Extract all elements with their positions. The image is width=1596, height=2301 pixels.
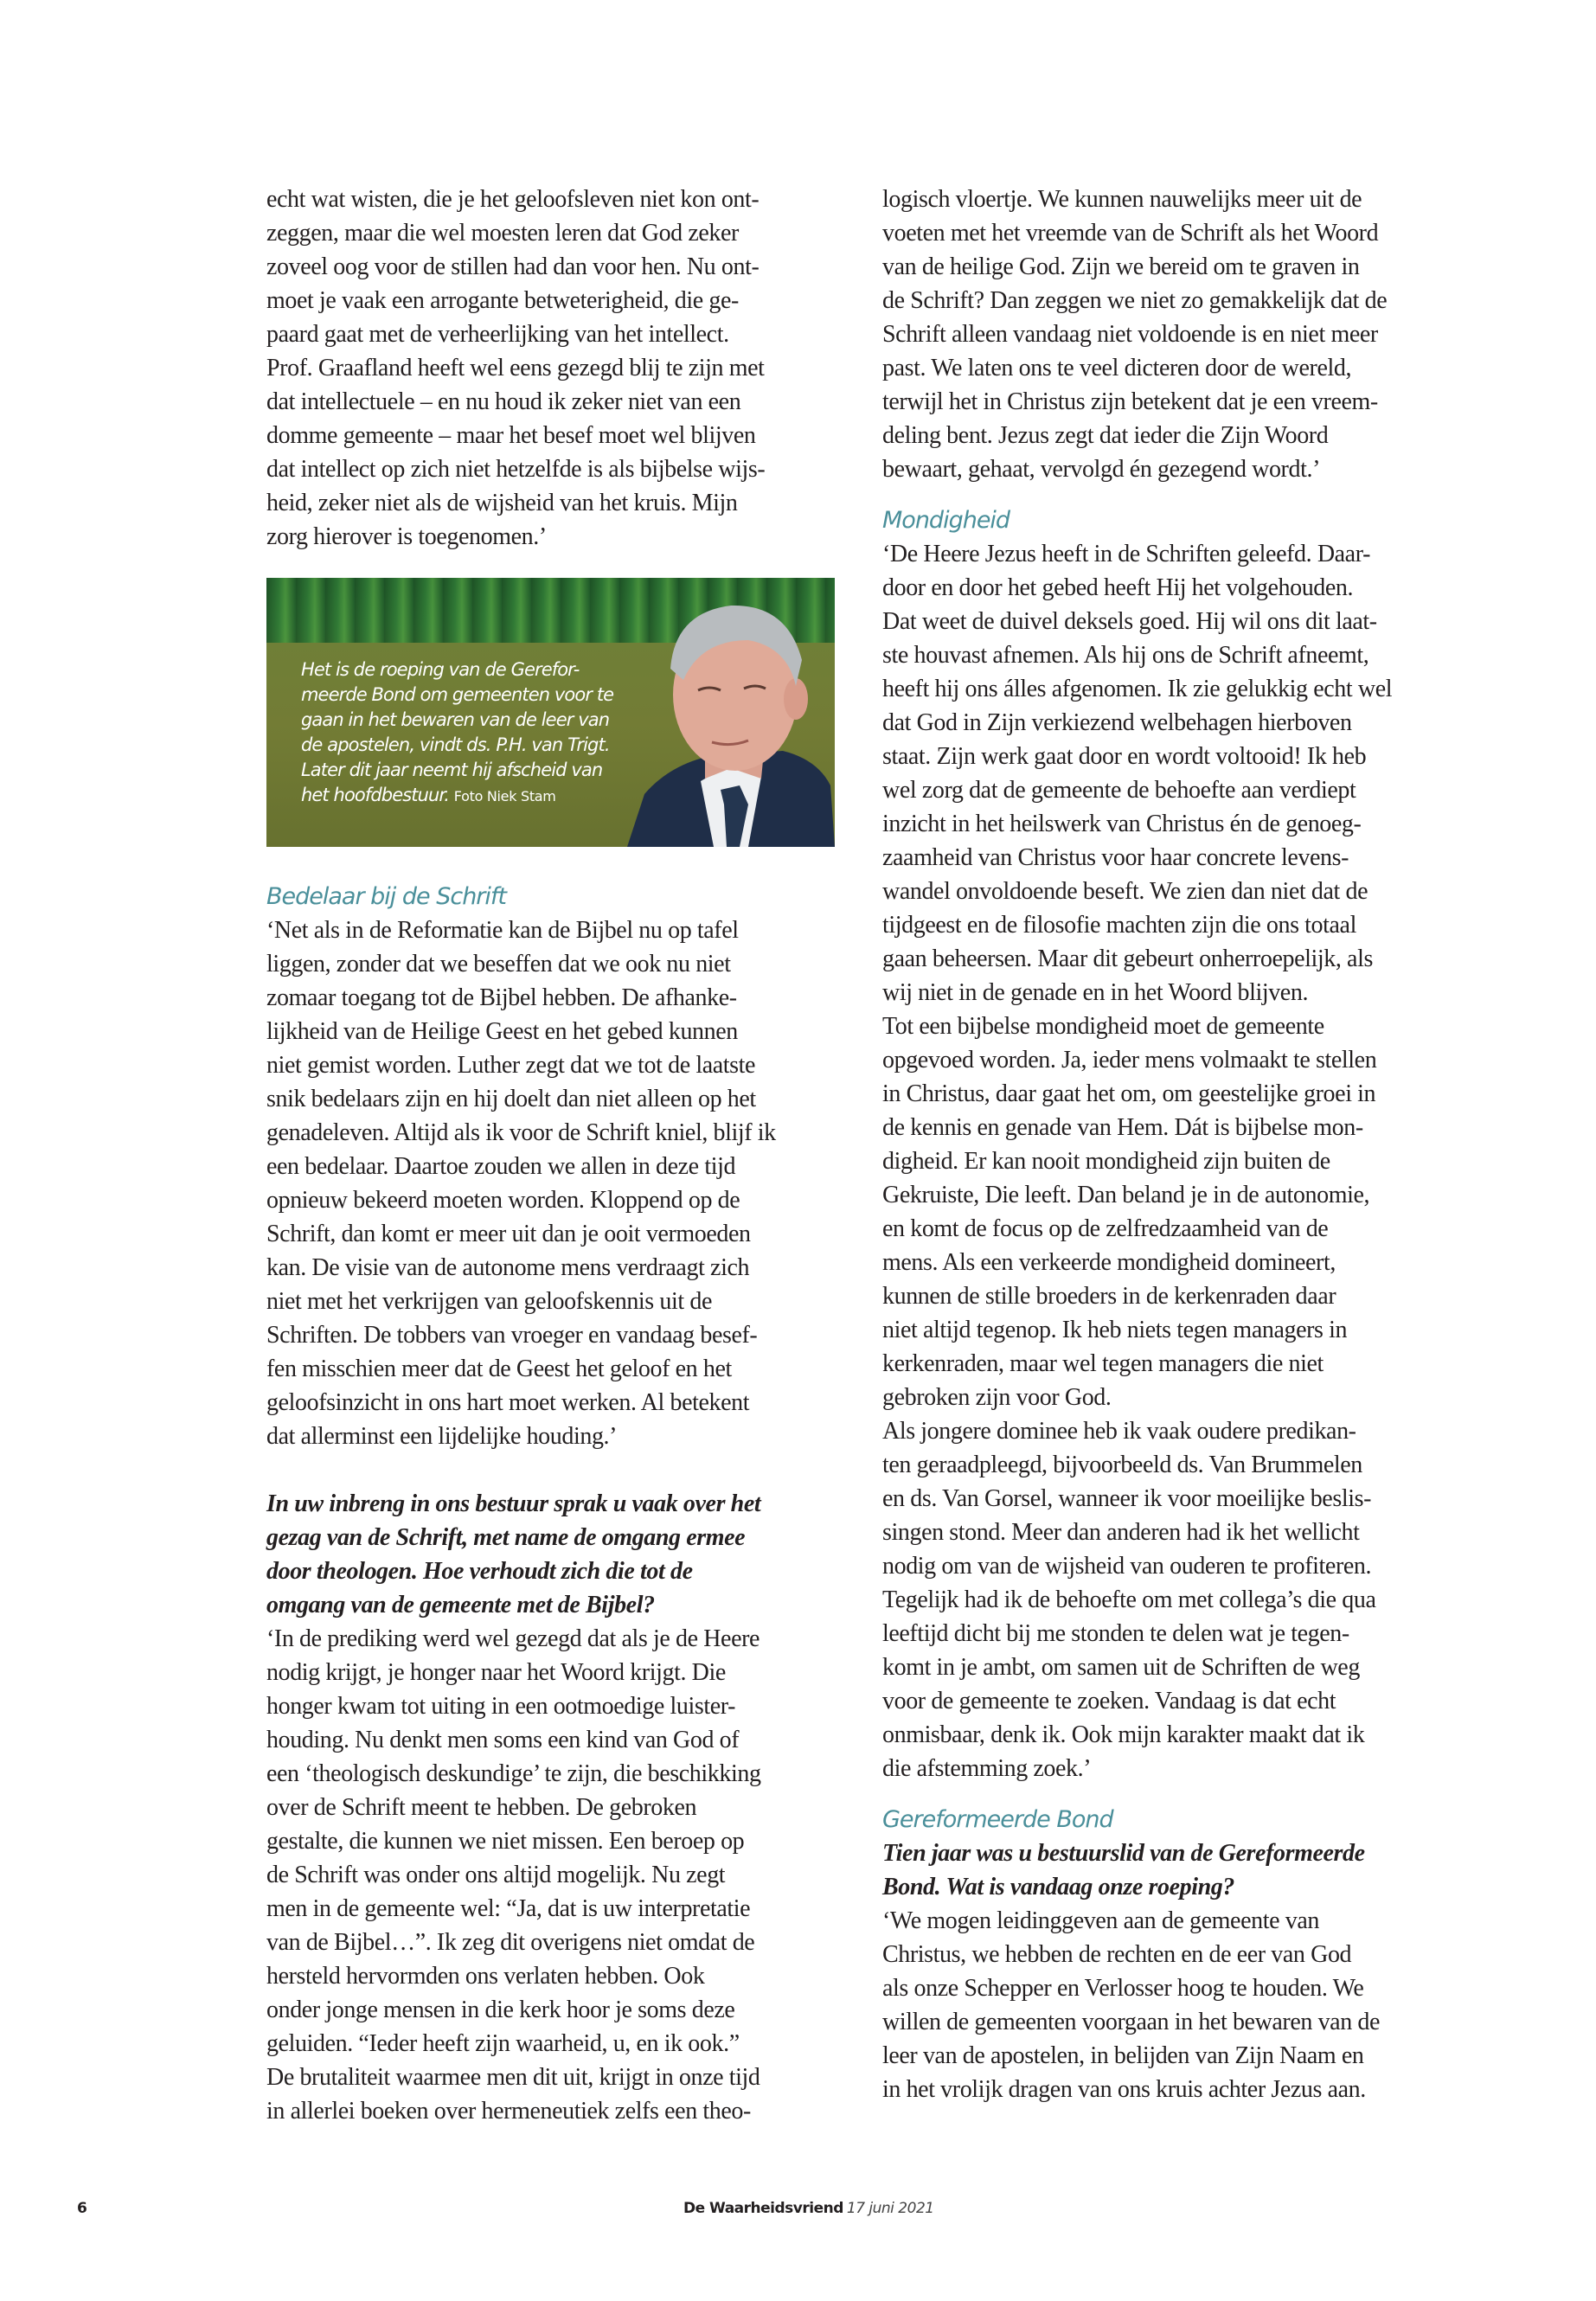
section-heading-mondigheid: Mondigheid xyxy=(882,507,1010,534)
text-line: opgevoed worden. Ja, ieder mens volmaakt te stellen xyxy=(882,1047,1377,1074)
text-line: als onze Schepper en Verlosser hoog te houden. We xyxy=(882,1975,1364,2002)
answer1-paragraph xyxy=(266,1622,837,2128)
text-line: zorg hierover is toegenomen.’ xyxy=(266,523,547,550)
text-line: opnieuw bekeerd moeten worden. Kloppend op de xyxy=(266,1187,740,1214)
text-line: men in de gemeente wel: “Ja, dat is uw interpretatie xyxy=(266,1895,751,1922)
text-line: ‘De Heere Jezus heeft in de Schriften geleefd. Daar- xyxy=(882,541,1371,567)
footer-publication xyxy=(683,2200,934,2217)
text-line: willen de gemeenten voorgaan in het bewaren van de xyxy=(882,2009,1381,2035)
intro-paragraph xyxy=(266,183,837,554)
text-line: singen stond. Meer dan anderen had ik het wellicht xyxy=(882,1519,1360,1546)
text-line: lijkheid van de Heilige Geest en het gebed kunnen xyxy=(266,1018,738,1045)
text-line: nodig krijgt, je honger naar het Woord krijgt. Die xyxy=(266,1659,726,1686)
text-line: digheid. Er kan nooit mondigheid zijn buiten de xyxy=(882,1148,1330,1175)
text-line: liggen, zonder dat we beseffen dat we ook nu niet xyxy=(266,951,731,977)
paragraph-gap xyxy=(882,1785,1458,1803)
caption-line: gaan in het bewaren van de leer van xyxy=(301,709,610,730)
text-line: wel zorg dat de gemeente de behoefte aan verdiept xyxy=(882,777,1356,804)
text-line: fen misschien meer dat de Geest het geloof en het xyxy=(266,1356,732,1382)
text-line: Bond. Wat is vandaag onze roeping? xyxy=(882,1874,1234,1900)
text-line: gaan beheersen. Maar dit gebeurt onherroepelijk, als xyxy=(882,945,1373,972)
photo-caption xyxy=(301,657,647,809)
section-heading-gereformeerde-bond: Gereformeerde Bond xyxy=(882,1806,1113,1833)
caption-line-text: het hoofdbestuur. xyxy=(301,785,449,805)
text-line: niet met het verkrijgen van geloofskennis uit de xyxy=(266,1288,712,1315)
text-line: omgang van de gemeente met de Bijbel? xyxy=(266,1592,655,1618)
text-line: Dat weet de duivel deksels goed. Hij wil ons dit laat- xyxy=(882,608,1377,635)
text-line: tijdgeest en de filosofie machten zijn die ons totaal xyxy=(882,912,1356,939)
text-line: door theologen. Hoe verhoudt zich die tot de xyxy=(266,1558,693,1585)
interview-question-1 xyxy=(266,1487,837,1622)
caption-line-last xyxy=(301,783,647,809)
text-line: en ds. Van Gorsel, wanneer ik voor moeilijke beslis- xyxy=(882,1485,1371,1512)
section2-paragraph xyxy=(882,537,1458,1785)
text-line: paard gaat met de verheerlijking van het intellect. xyxy=(266,321,729,348)
caption-line: meerde Bond om gemeenten voor te xyxy=(301,684,614,705)
text-line: Schrift alleen vandaag niet voldoende is en niet meer xyxy=(882,321,1378,348)
text-line: komt in je ambt, om samen uit de Schriften de weg xyxy=(882,1654,1360,1681)
text-line: Tegelijk had ik de behoefte om met collega’s die qua xyxy=(882,1586,1376,1613)
text-line: de Schrift? Dan zeggen we niet zo gemakkelijk dat de xyxy=(882,287,1388,314)
text-line: gezag van de Schrift, met name de omgang ermee xyxy=(266,1524,746,1551)
text-line: de kennis en genade van Hem. Dát is bijbelse mon- xyxy=(882,1114,1363,1141)
text-line: hersteld hervormden ons verlaten hebben. Ook xyxy=(266,1963,705,1990)
text-line: honger kwam tot uiting in een ootmoedige luister- xyxy=(266,1693,736,1720)
text-line: in allerlei boeken over hermeneutiek zelfs een theo- xyxy=(266,2098,751,2125)
text-line: onder jonge mensen in die kerk hoor je soms deze xyxy=(266,1997,735,2023)
text-line: geloofsinzicht in ons hart moet werken. Al betekent xyxy=(266,1389,750,1416)
text-line: staat. Zijn werk gaat door en wordt voltooid! Ik heb xyxy=(882,743,1367,770)
text-line: Prof. Graafland heeft wel eens gezegd blij te zijn met xyxy=(266,355,765,381)
paragraph-gap xyxy=(882,486,1458,503)
text-line: door en door het gebed heeft Hij het volgehouden. xyxy=(882,574,1354,601)
text-line: domme gemeente – maar het besef moet wel blijven xyxy=(266,422,756,449)
text-line: kunnen de stille broeders in de kerkenraden daar xyxy=(882,1283,1336,1310)
text-line: die afstemming zoek.’ xyxy=(882,1755,1092,1782)
text-line: heid, zeker niet als de wijsheid van het kruis. Mijn xyxy=(266,490,738,516)
paragraph-gap xyxy=(266,1453,837,1487)
text-line: gestalte, die kunnen we niet missen. Een beroep op xyxy=(266,1828,745,1855)
text-line: een bedelaar. Daartoe zouden we allen in deze tijd xyxy=(266,1153,736,1180)
text-line: onmisbaar, denk ik. Ook mijn karakter maakt dat ik xyxy=(882,1721,1365,1748)
text-line: ste houvast afnemen. Als hij ons de Schrift afneemt, xyxy=(882,642,1369,669)
page-number: 6 xyxy=(77,2200,87,2217)
text-line: voor de gemeente te zoeken. Vandaag is dat echt xyxy=(882,1688,1336,1715)
text-line: terwijl het in Christus zijn betekent dat je een vreem- xyxy=(882,388,1378,415)
text-line: wij niet in de genade en in het Woord blijven. xyxy=(882,979,1309,1006)
photo-credit: Foto Niek Stam xyxy=(453,788,556,804)
text-line: dat God in Zijn verkiezend welbehagen hierboven xyxy=(882,709,1352,736)
section-heading-bedelaar: Bedelaar bij de Schrift xyxy=(266,883,507,910)
text-line: geluiden. “Ieder heeft zijn waarheid, u, en ik ook.” xyxy=(266,2030,740,2057)
text-line: dat intellect op zich niet hetzelfde is als bijbelse wijs- xyxy=(266,456,766,483)
portrait-photo xyxy=(619,578,835,847)
caption-line: de apostelen, vindt ds. P.H. van Trigt. xyxy=(301,734,610,755)
text-line: Gekruiste, Die leeft. Dan beland je in de autonomie, xyxy=(882,1182,1370,1208)
text-line: in het vrolijk dragen van ons kruis achter Jezus aan. xyxy=(882,2076,1366,2103)
text-line: snik bedelaars zijn en hij doelt dan niet alleen op het xyxy=(266,1086,756,1112)
text-line: kerkenraden, maar wel tegen managers die niet xyxy=(882,1350,1324,1377)
text-line: moet je vaak een arrogante betweterigheid, die ge- xyxy=(266,287,739,314)
text-line: ten geraadpleegd, bijvoorbeeld ds. Van Brummelen xyxy=(882,1452,1362,1478)
text-line: bewaart, gehaat, vervolgd én gezegend wordt.’ xyxy=(882,456,1320,483)
text-line: voeten met het vreemde van de Schrift als het Woord xyxy=(882,220,1379,247)
text-line: inzicht in het heilswerk van Christus én de genoeg- xyxy=(882,811,1362,837)
text-line: zomaar toegang tot de Bijbel hebben. De afhanke- xyxy=(266,984,737,1011)
caption-line: Later dit jaar neemt hij afscheid van xyxy=(301,760,603,780)
text-line: ‘In de prediking werd wel gezegd dat als je de Heere xyxy=(266,1625,760,1652)
text-line: de Schrift was onder ons altijd mogelijk. Nu zegt xyxy=(266,1862,726,1888)
text-line: genadeleven. Altijd als ik voor de Schrift kniel, blijf ik xyxy=(266,1119,776,1146)
text-line: mens. Als een verkeerde mondigheid domineert, xyxy=(882,1249,1336,1276)
text-line: dat intellectuele – en nu houd ik zeker niet van een xyxy=(266,388,741,415)
text-line: in Christus, daar gaat het om, om geestelijke groei in xyxy=(882,1080,1376,1107)
text-line: past. We laten ons te veel dicteren door de wereld, xyxy=(882,355,1352,381)
caption-line: Het is de roeping van de Gerefor- xyxy=(301,659,580,680)
text-line: kan. De visie van de autonome mens verdraagt zich xyxy=(266,1254,750,1281)
text-line: ‘Net als in de Reformatie kan de Bijbel nu op tafel xyxy=(266,917,739,944)
text-line: De brutaliteit waarmee men dit uit, krijgt in onze tijd xyxy=(266,2064,760,2091)
continuation-paragraph xyxy=(882,183,1458,486)
text-line: In uw inbreng in ons bestuur sprak u vaak over het xyxy=(266,1490,761,1517)
text-line: van de heilige God. Zijn we bereid om te graven in xyxy=(882,253,1360,280)
publication-date: 17 juni 2021 xyxy=(846,2200,934,2217)
text-line: nodig om van de wijsheid van ouderen te profiteren. xyxy=(882,1553,1372,1580)
left-column xyxy=(266,183,837,2128)
text-line: van de Bijbel…”. Ik zeg dit overigens niet omdat de xyxy=(266,1929,755,1956)
text-line: Tien jaar was u bestuurslid van de Gereformeerde xyxy=(882,1840,1365,1867)
text-line: gebroken zijn voor God. xyxy=(882,1384,1112,1411)
right-column xyxy=(882,183,1458,2106)
text-line: en komt de focus op de zelfredzaamheid van de xyxy=(882,1215,1329,1242)
text-line: ‘We mogen leidinggeven aan de gemeente van xyxy=(882,1907,1319,1934)
photo-box xyxy=(266,578,835,847)
text-line: zoveel oog voor de stillen had dan voor hen. Nu ont- xyxy=(266,253,760,280)
text-line: wandel onvoldoende beseft. We zien dan niet dat de xyxy=(882,878,1368,905)
text-line: zaamheid van Christus voor haar concrete levens- xyxy=(882,844,1349,871)
text-line: houding. Nu denkt men soms een kind van God of xyxy=(266,1727,740,1753)
text-line: Als jongere dominee heb ik vaak oudere predikan- xyxy=(882,1418,1356,1445)
text-line: een ‘theologisch deskundige’ te zijn, die beschikking xyxy=(266,1760,761,1787)
text-line: leeftijd dicht bij me stonden te delen wat je tegen- xyxy=(882,1620,1349,1647)
text-line: niet altijd tegenop. Ik heb niets tegen managers in xyxy=(882,1317,1348,1343)
text-line: Schriften. De tobbers van vroeger en vandaag besef- xyxy=(266,1322,758,1349)
section1-paragraph xyxy=(266,913,837,1453)
text-line: over de Schrift meent te hebben. De gebroken xyxy=(266,1794,697,1821)
text-line: niet gemist worden. Luther zegt dat we tot de laatste xyxy=(266,1052,756,1079)
text-line: Christus, we hebben de rechten en de eer van God xyxy=(882,1941,1352,1968)
text-line: zeggen, maar die wel moesten leren dat God zeker xyxy=(266,220,739,247)
text-line: dat allerminst een lijdelijke houding.’ xyxy=(266,1423,618,1450)
text-line: logisch vloertje. We kunnen nauwelijks meer uit de xyxy=(882,186,1362,213)
text-line: leer van de apostelen, in belijden van Zijn Naam en xyxy=(882,2042,1364,2069)
answer2-paragraph xyxy=(882,1904,1458,2106)
interview-question-2 xyxy=(882,1836,1458,1904)
text-line: deling bent. Jezus zegt dat ieder die Zijn Woord xyxy=(882,422,1329,449)
text-line: heeft hij ons álles afgenomen. Ik zie gelukkig echt wel xyxy=(882,676,1393,702)
publication-name: De Waarheidsvriend xyxy=(683,2200,843,2217)
text-line: echt wat wisten, die je het geloofsleven niet kon ont- xyxy=(266,186,760,213)
text-line: Schrift, dan komt er meer uit dan je ooit vermoeden xyxy=(266,1221,751,1247)
text-line: Tot een bijbelse mondigheid moet de gemeente xyxy=(882,1013,1324,1040)
